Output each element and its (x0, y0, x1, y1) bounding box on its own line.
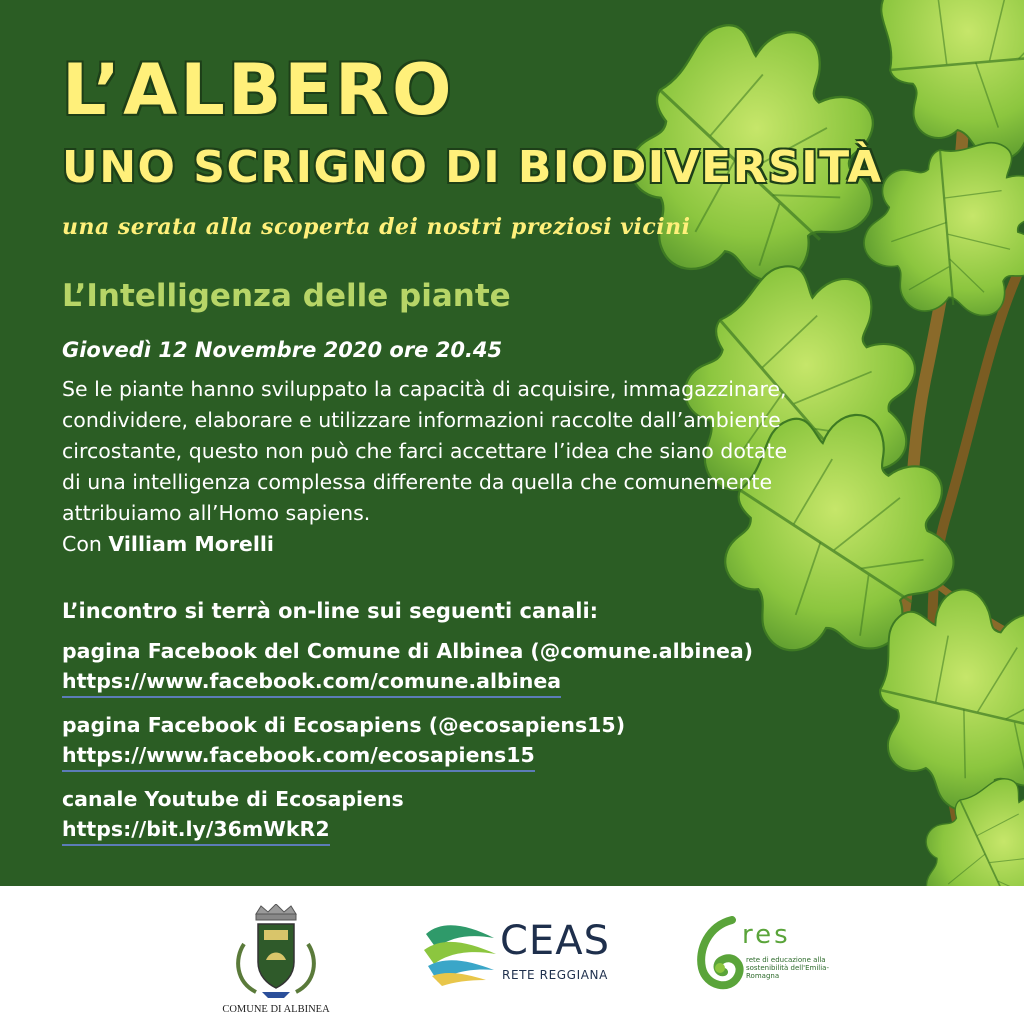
channels-section (62, 596, 962, 858)
speaker-name: Villiam Morelli (108, 532, 274, 556)
res-name: res (742, 920, 791, 950)
albinea-crest-icon (226, 904, 326, 1002)
description-line: di una intelligenza complessa differente da quella che comunemente (62, 470, 773, 494)
description-line: condividere, elaborare e utilizzare informazioni raccolte dall’ambiente (62, 408, 781, 432)
channel-link[interactable]: https://bit.ly/36mWkR2 (62, 814, 330, 846)
res-subtitle: rete di educazione alla sostenibilità dell'Emilia-Romagna (746, 956, 830, 980)
speaker-line (62, 529, 962, 560)
channel-name: pagina Facebook di Ecosapiens (@ecosapiens15) (62, 713, 626, 737)
channel-name: canale Youtube di Ecosapiens (62, 787, 404, 811)
event-title-subline: UNO SCRIGNO DI BIODIVERSITÀ (62, 142, 883, 193)
channel-item (62, 636, 962, 698)
event-title: L’ALBERO (62, 49, 455, 131)
talk-title: L’Intelligenza delle piante (62, 278, 511, 314)
description-line: Se le piante hanno sviluppato la capacità di acquisire, immagazzinare, (62, 377, 787, 401)
description-line: attribuiamo all’Homo sapiens. (62, 501, 371, 525)
speaker-prefix: Con (62, 532, 102, 556)
event-tagline: una serata alla scoperta dei nostri preziosi vicini (62, 214, 691, 240)
event-description (62, 374, 962, 560)
ceas-waves-icon (422, 916, 498, 986)
albinea-logo (216, 904, 336, 1020)
res-swirl-icon (694, 916, 744, 992)
channel-item (62, 784, 962, 846)
res-logo (694, 912, 834, 998)
description-line: circostante, questo non può che farci accettare l’idea che siano dotate (62, 439, 788, 463)
channel-item (62, 710, 962, 772)
channel-name: pagina Facebook del Comune di Albinea (@comune.albinea) (62, 639, 754, 663)
event-date: Giovedì 12 Novembre 2020 ore 20.45 (62, 338, 503, 362)
ceas-subtitle: RETE REGGIANA (502, 968, 608, 982)
ceas-logo (422, 916, 612, 996)
ceas-name: CEAS (500, 918, 610, 964)
sponsor-footer (0, 886, 1024, 1024)
albinea-label: COMUNE DI ALBINEA (222, 1004, 330, 1015)
channel-link[interactable]: https://www.facebook.com/comune.albinea (62, 666, 561, 698)
channels-intro: L’incontro si terrà on-line sui seguenti canali: (62, 599, 599, 623)
channel-link[interactable]: https://www.facebook.com/ecosapiens15 (62, 740, 535, 772)
